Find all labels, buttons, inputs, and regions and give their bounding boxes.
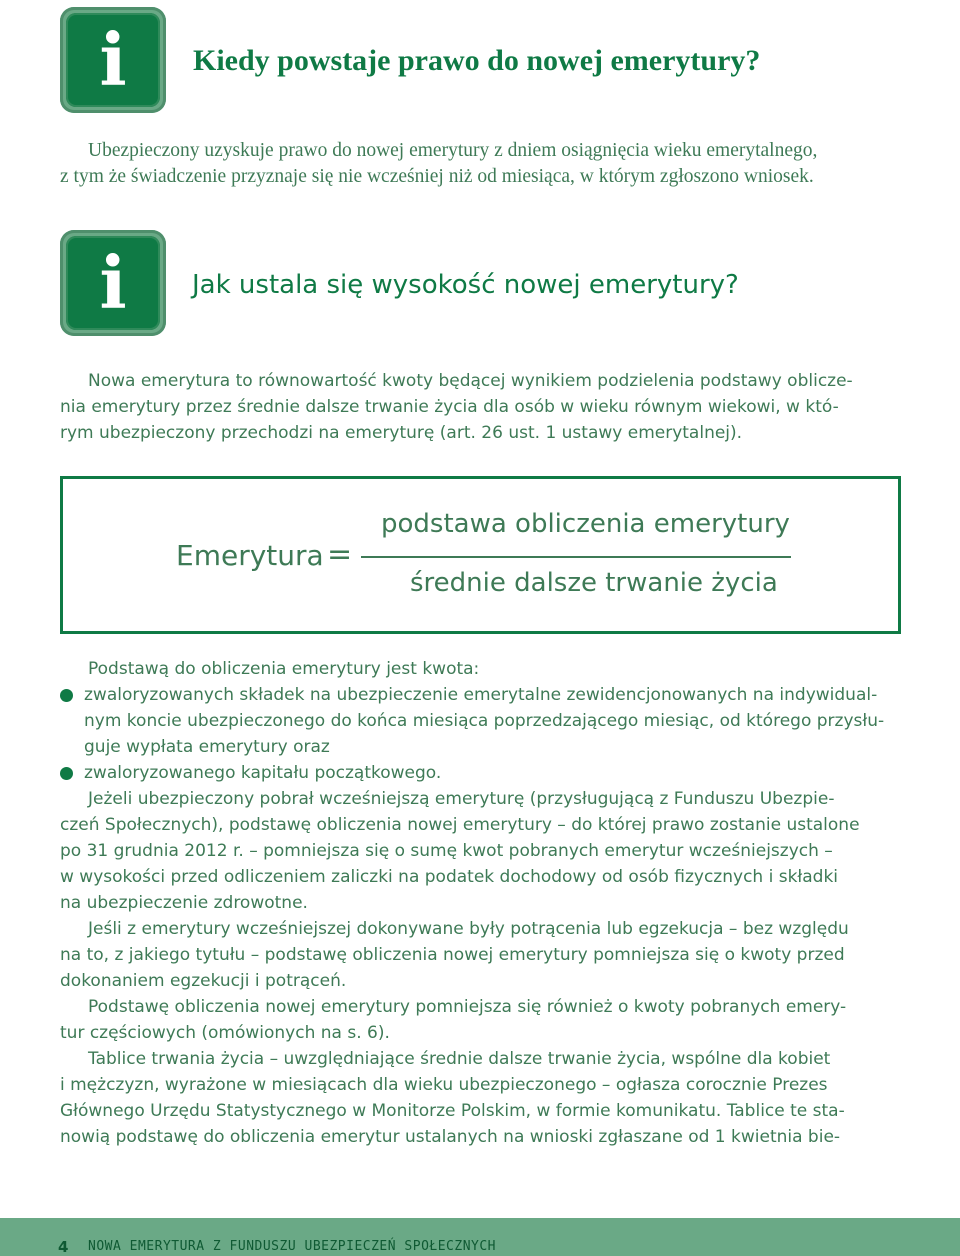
bullet-line: guje wypłata emerytury oraz [84, 737, 330, 757]
intro-line: Podstawą do obliczenia emerytury jest kwota: [88, 659, 480, 679]
paragraph-line: i mężczyzn, wyrażone w miesiącach dla wieku ubezpieczonego – ogłasza corocznie Prezes [60, 1075, 828, 1095]
paragraph-line: Jeżeli ubezpieczony pobrał wcześniejszą emeryturę (przysługującą z Funduszu Ubezpie- [88, 789, 835, 809]
bullet-item-2 [60, 760, 900, 786]
info-icon-inner: i [66, 236, 160, 330]
formula-box [60, 476, 901, 634]
body-paragraph-4 [60, 1046, 900, 1150]
paragraph-line: Ubezpieczony uzyskuje prawo do nowej emerytury z dniem osiągnięcia wieku emerytalnego, [88, 140, 818, 161]
info-icon-inner: i [66, 13, 160, 107]
formula-denominator: średnie dalsze trwanie życia [410, 568, 778, 598]
bullet-line: zwaloryzowanego kapitału początkowego. [84, 763, 442, 783]
paragraph-line: na to, z jakiego tytułu – podstawę obliczenia nowej emerytury pomniejsza się o kwoty przed [60, 945, 845, 965]
body-paragraph-1 [60, 786, 900, 916]
footer-title: NOWA EMERYTURA Z FUNDUSZU UBEZPIECZEŃ SPOŁECZNYCH [88, 1239, 497, 1254]
bullet-item-1 [60, 682, 900, 760]
bullet-line: nym koncie ubezpieczonego do końca miesiąca poprzedzającego miesiąc, od którego przysłu- [84, 711, 885, 731]
formula-left-term: Emerytura [176, 539, 324, 572]
paragraph-line: nia emerytury przez średnie dalsze trwanie życia dla osób w wieku równym wiekowi, w któ- [60, 397, 839, 417]
paragraph-line: nowią podstawę do obliczenia emerytur ustalanych na wnioski zgłaszane od 1 kwietnia bie- [60, 1127, 841, 1147]
paragraph-line: Podstawę obliczenia nowej emerytury pomniejsza się również o kwoty pobranych emery- [88, 997, 847, 1017]
paragraph-line: Nowa emerytura to równowartość kwoty będącej wynikiem podzielenia podstawy oblicze- [88, 371, 853, 391]
paragraph-line: w wysokości przed odliczeniem zaliczki na podatek dochodowy od osób fizycznych i składki [60, 867, 839, 887]
bullet-line: zwaloryzowanych składek na ubezpieczenie emerytalne zewidencjonowanych na indywidual- [84, 685, 878, 705]
body-paragraph-2 [60, 916, 900, 994]
page-footer [0, 1218, 960, 1256]
info-icon [60, 230, 166, 336]
page-number: 4 [58, 1238, 69, 1256]
info-icon [60, 7, 166, 113]
paragraph-line: z tym że świadczenie przyznaje się nie wcześniej niż od miesiąca, w którym zgłoszono wniosek. [60, 166, 814, 187]
paragraph-line: na ubezpieczenie zdrowotne. [60, 893, 308, 913]
paragraph-line: Tablice trwania życia – uwzględniające średnie dalsze trwanie życia, wspólne dla kobiet [88, 1049, 831, 1069]
section1-paragraph [60, 138, 900, 190]
paragraph-line: Głównego Urzędu Statystycznego w Monitorze Polskim, w formie komunikatu. Tablice te sta- [60, 1101, 845, 1121]
paragraph-line: czeń Społecznych), podstawę obliczenia nowej emerytury – do której prawo zostanie ustalone [60, 815, 860, 835]
formula-numerator: podstawa obliczenia emerytury [381, 509, 790, 539]
body-paragraph-3 [60, 994, 900, 1046]
fraction-bar [361, 556, 791, 558]
paragraph-line: rym ubezpieczony przechodzi na emeryturę (art. 26 ust. 1 ustawy emerytalnej). [60, 423, 743, 443]
paragraph-line: dokonaniem egzekucji i potrąceń. [60, 971, 347, 991]
section-title-1: Kiedy powstaje prawo do nowej emerytury? [193, 44, 761, 77]
section2-paragraph [60, 368, 900, 446]
formula-equals: = [327, 537, 353, 572]
paragraph-line: Jeśli z emerytury wcześniejszej dokonywane były potrącenia lub egzekucja – bez względu [88, 919, 849, 939]
paragraph-line: po 31 grudnia 2012 r. – pomniejsza się o sumę kwot pobranych emerytur wcześniejszych – [60, 841, 833, 861]
paragraph-line: tur częściowych (omówionych na s. 6). [60, 1023, 390, 1043]
body-intro [60, 656, 900, 682]
section-title-2: Jak ustala się wysokość nowej emerytury? [192, 270, 739, 300]
